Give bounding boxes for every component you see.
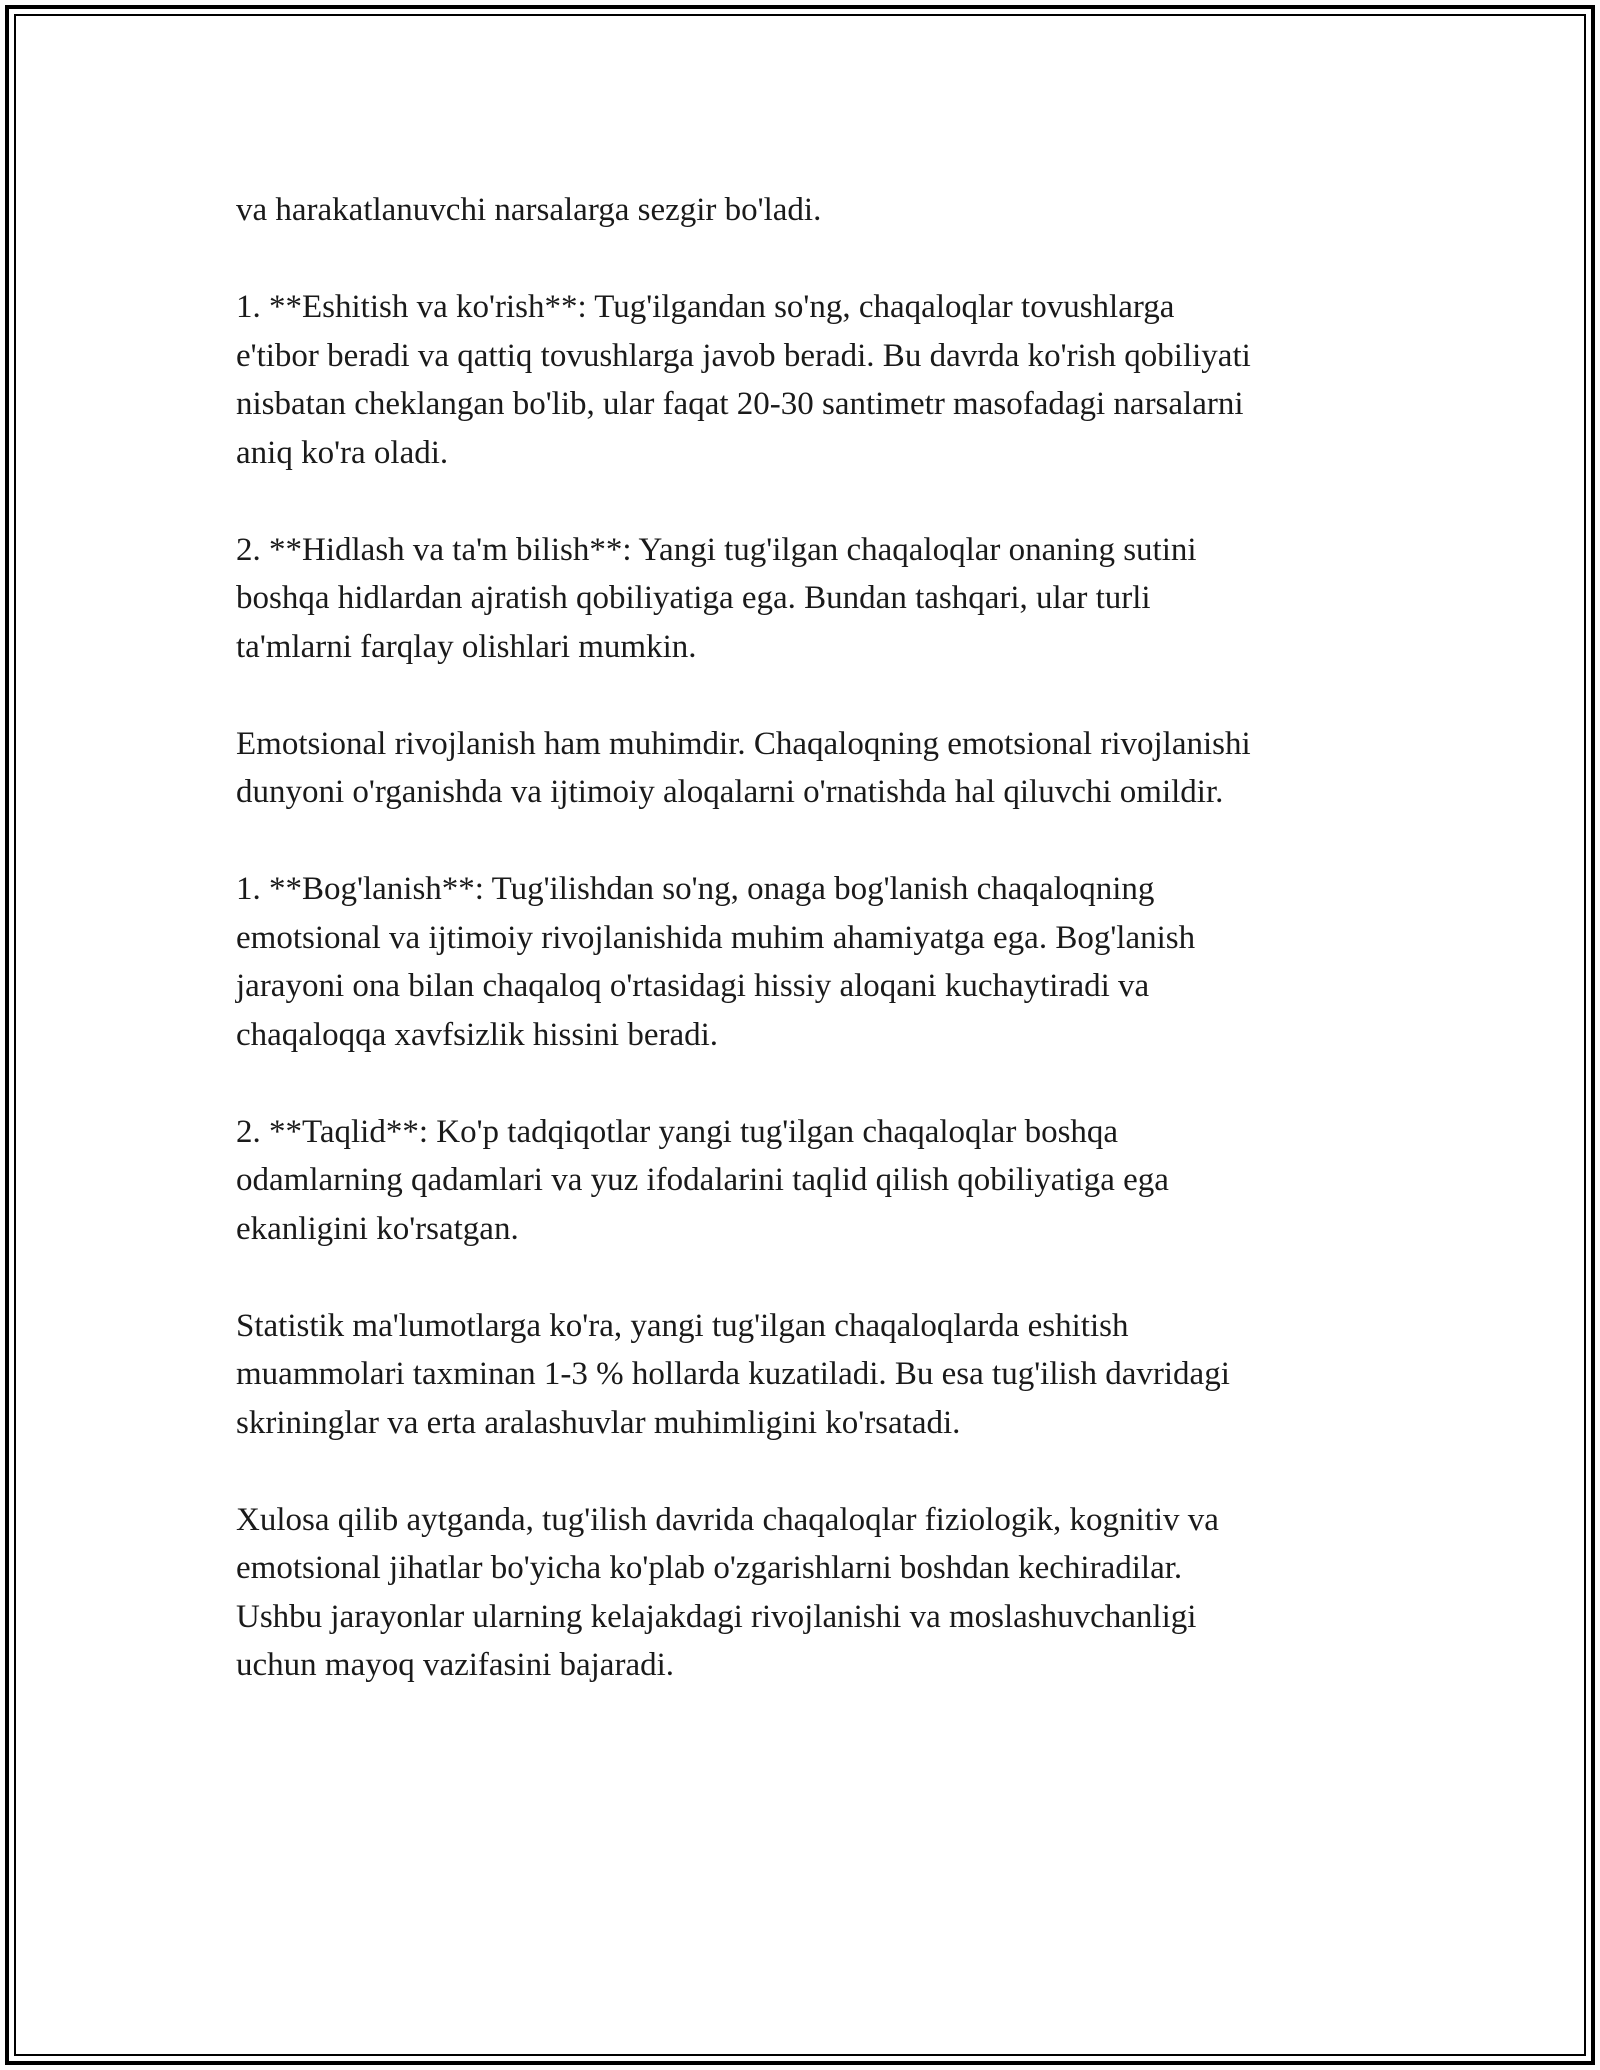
paragraph-emotional-development: Emotsional rivojlanish ham muhimdir. Chaqaloqning emotsional rivojlanishi dunyoni o'rganishda va ijtimoiy aloqalarni o'rnatishda hal qiluvchi omildir. [236,725,1251,810]
paragraph-conclusion: Xulosa qilib aytganda, tug'ilish davrida chaqaloqlar fiziologik, kognitiv va emotsional jihatlar bo'yicha ko'plab o'zgarishlarni boshdan kechiradilar. Ushbu jarayonlar ularning kelajakdagi rivojlanishi va moslashuvchanligi uchun mayoq vazifasini bajaradi. [236,1501,1219,1683]
document-body [236,186,1386,1690]
paragraph-statistics: Statistik ma'lumotlarga ko'ra, yangi tug'ilgan chaqaloqlarda eshitish muammolari taxminan 1-3 % hollarda kuzatiladi. Bu esa tug'ilish davridagi skrininglar va erta aralashuvlar muhimligini ko'rsatadi. [236,1307,1230,1441]
paragraph-imitation: 2. **Taqlid**: Ko'p tadqiqotlar yangi tug'ilgan chaqaloqlar boshqa odamlarning qadamlari va yuz ifodalarini taqlid qilish qobiliyatiga ega ekanligini ko'rsatgan. [236,1113,1169,1247]
paragraph-intro-continuation: va harakatlanuvchi narsalarga sezgir bo'ladi. [236,192,822,228]
paragraph-hearing-vision: 1. **Eshitish va ko'rish**: Tug'ilgandan so'ng, chaqaloqlar tovushlarga e'tibor beradi va qattiq tovushlarga javob beradi. Bu davrda ko'rish qobiliyati nisbatan cheklangan bo'lib, ular faqat 20-30 santimetr masofadagi narsalarni aniq ko'ra oladi. [236,289,1251,471]
paragraph-smell-taste: 2. **Hidlash va ta'm bilish**: Yangi tug'ilgan chaqaloqlar onaning sutini boshqa hidlardan ajratish qobiliyatiga ega. Bundan tashqari, ular turli ta'mlarni farqlay olishlari mumkin. [236,531,1197,665]
paragraph-attachment: 1. **Bog'lanish**: Tug'ilishdan so'ng, onaga bog'lanish chaqaloqning emotsional va ijtimoiy rivojlanishida muhim ahamiyatga ega. Bog'lanish jarayoni ona bilan chaqaloq o'rtasidagi hissiy aloqani kuchaytiradi va chaqaloqqa xavfsizlik hissini beradi. [236,871,1196,1053]
